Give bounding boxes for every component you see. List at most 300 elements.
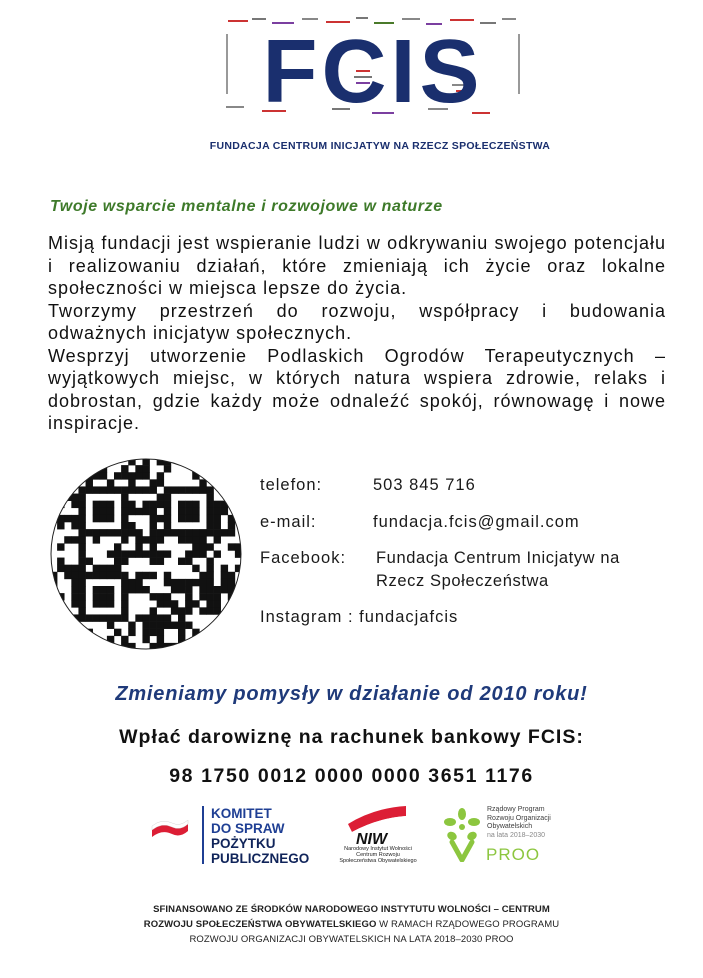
qr-module	[178, 529, 185, 536]
niw-logo	[344, 806, 410, 846]
qr-module	[235, 508, 242, 515]
qr-module	[114, 550, 121, 557]
qr-module	[78, 536, 85, 543]
qr-module	[164, 486, 171, 493]
qr-module	[150, 529, 157, 536]
qr-module	[228, 472, 235, 479]
qr-module	[121, 636, 128, 643]
qr-module	[121, 614, 128, 621]
qr-module	[142, 486, 149, 493]
qr-module	[206, 565, 213, 572]
qr-module	[214, 622, 221, 629]
qr-module	[206, 508, 213, 515]
qr-module	[157, 536, 164, 543]
qr-module	[199, 536, 206, 543]
qr-module	[64, 572, 71, 579]
qr-module	[206, 472, 213, 479]
qr-module	[121, 472, 128, 479]
qr-module	[86, 643, 93, 650]
qr-module	[192, 501, 199, 508]
mission-paragraph-3: Wesprzyj utworzenie Podlaskich Ogrodów Terapeutycznych – wyjątkowych miejsc, w których natura wspiera zdrowie, relaks i dobrostan, gdzie każdy może odnaleźć spokój, równowagę i nowe inspiracje.	[48, 345, 666, 433]
qr-module	[128, 486, 135, 493]
qr-module	[93, 593, 100, 600]
qr-module	[228, 607, 235, 614]
qr-module	[199, 550, 206, 557]
qr-module	[228, 629, 235, 636]
kpp-logo-text	[211, 806, 309, 866]
qr-module	[57, 565, 64, 572]
qr-module	[64, 636, 71, 643]
qr-module	[121, 515, 128, 522]
qr-module	[128, 643, 135, 650]
qr-module	[57, 614, 64, 621]
qr-module	[164, 529, 171, 536]
qr-module	[78, 579, 85, 586]
qr-module	[214, 515, 221, 522]
qr-module	[71, 522, 78, 529]
qr-module	[93, 486, 100, 493]
proo-line-1: Rządowy Program	[487, 806, 545, 813]
qr-module	[114, 472, 121, 479]
qr-module	[50, 607, 57, 614]
qr-module	[192, 486, 199, 493]
qr-module	[71, 629, 78, 636]
qr-module	[64, 465, 71, 472]
qr-module	[93, 536, 100, 543]
qr-module	[228, 543, 235, 550]
qr-module	[178, 558, 185, 565]
qr-module	[78, 558, 85, 565]
qr-module	[164, 600, 171, 607]
mission-paragraph-1: Misją fundacji jest wspieranie ludzi w odkrywaniu swojego potencjału i realizowaniu działań, które zmieniają ich życie oraz lokalne społeczności w miejsca lepsze do życia.	[48, 233, 666, 298]
qr-module	[135, 586, 142, 593]
qr-module	[157, 529, 164, 536]
qr-module	[128, 579, 135, 586]
qr-module	[100, 572, 107, 579]
qr-module	[206, 558, 213, 565]
qr-module	[228, 522, 235, 529]
qr-module	[114, 614, 121, 621]
qr-module	[78, 543, 85, 550]
qr-module	[214, 586, 221, 593]
qr-module	[71, 622, 78, 629]
qr-module	[214, 529, 221, 536]
qr-module	[121, 529, 128, 536]
qr-module	[135, 465, 142, 472]
qr-module	[185, 593, 192, 600]
qr-module	[157, 636, 164, 643]
qr-module	[107, 593, 114, 600]
qr-module	[214, 593, 221, 600]
qr-module	[206, 607, 213, 614]
qr-module	[86, 558, 93, 565]
qr-module	[142, 629, 149, 636]
qr-module	[64, 622, 71, 629]
qr-module	[235, 607, 242, 614]
qr-module	[128, 458, 135, 465]
qr-module	[121, 501, 128, 508]
qr-module	[192, 536, 199, 543]
qr-module	[128, 550, 135, 557]
qr-module	[121, 522, 128, 529]
qr-module	[121, 550, 128, 557]
qr-module	[71, 515, 78, 522]
qr-module	[142, 572, 149, 579]
qr-module	[135, 529, 142, 536]
qr-module	[78, 515, 85, 522]
qr-module	[192, 600, 199, 607]
qr-module	[135, 614, 142, 621]
qr-module	[171, 607, 178, 614]
qr-module	[93, 572, 100, 579]
qr-module	[57, 458, 64, 465]
qr-module	[114, 572, 121, 579]
qr-module	[114, 543, 121, 550]
qr-module	[107, 529, 114, 536]
qr-module	[214, 536, 221, 543]
qr-module	[185, 550, 192, 557]
qr-module	[235, 600, 242, 607]
qr-module	[192, 550, 199, 557]
qr-module	[57, 622, 64, 629]
qr-module	[185, 558, 192, 565]
proo-program-name	[487, 806, 551, 840]
qr-module	[164, 501, 171, 508]
qr-module	[185, 486, 192, 493]
qr-module	[235, 472, 242, 479]
qr-module	[228, 579, 235, 586]
qr-module	[93, 565, 100, 572]
qr-module	[50, 472, 57, 479]
qr-module	[185, 586, 192, 593]
qr-module	[150, 550, 157, 557]
qr-module	[157, 550, 164, 557]
qr-module	[221, 465, 228, 472]
qr-module	[50, 586, 57, 593]
qr-module	[157, 458, 164, 465]
qr-module	[178, 536, 185, 543]
qr-module	[121, 586, 128, 593]
qr-module	[178, 622, 185, 629]
facebook-name-line2[interactable]: Rzecz Społeczeństwa	[376, 572, 549, 590]
qr-module	[150, 572, 157, 579]
qr-module	[150, 522, 157, 529]
qr-module	[178, 643, 185, 650]
qr-module	[57, 522, 64, 529]
qr-module	[107, 643, 114, 650]
qr-module	[178, 508, 185, 515]
qr-module	[199, 586, 206, 593]
qr-module	[100, 593, 107, 600]
qr-module	[185, 579, 192, 586]
qr-module	[150, 629, 157, 636]
qr-module	[86, 529, 93, 536]
qr-module	[93, 529, 100, 536]
qr-module	[128, 586, 135, 593]
bank-account-number: 98 1750 0012 0000 0000 3651 1176	[169, 765, 534, 787]
qr-module	[121, 494, 128, 501]
qr-module	[142, 472, 149, 479]
qr-module	[78, 465, 85, 472]
qr-module	[78, 550, 85, 557]
kpp-line-1: KOMITET	[211, 806, 272, 821]
qr-module	[78, 486, 85, 493]
qr-module	[178, 486, 185, 493]
qr-module	[206, 522, 213, 529]
qr-module	[221, 579, 228, 586]
qr-module	[171, 622, 178, 629]
kpp-divider	[202, 806, 204, 864]
qr-module	[135, 486, 142, 493]
qr-module	[235, 586, 242, 593]
qr-module	[185, 607, 192, 614]
qr-module	[235, 593, 242, 600]
qr-module	[171, 600, 178, 607]
qr-module	[93, 614, 100, 621]
qr-module	[164, 572, 171, 579]
qr-module	[64, 472, 71, 479]
qr-module	[157, 629, 164, 636]
qr-module	[71, 614, 78, 621]
qr-module	[178, 614, 185, 621]
qr-module	[50, 600, 57, 607]
qr-module	[50, 629, 57, 636]
qr-module	[199, 543, 206, 550]
qr-module	[64, 515, 71, 522]
qr-module	[235, 629, 242, 636]
qr-module	[78, 586, 85, 593]
qr-module	[121, 465, 128, 472]
qr-module	[206, 494, 213, 501]
qr-module	[135, 579, 142, 586]
qr-module	[107, 550, 114, 557]
qr-module	[221, 629, 228, 636]
qr-module	[142, 501, 149, 508]
email-address[interactable]: fundacja.fcis@gmail.com	[373, 513, 580, 531]
qr-module	[157, 600, 164, 607]
qr-module	[206, 572, 213, 579]
proo-line-3: Obywatelskich	[487, 823, 533, 830]
qr-module	[157, 622, 164, 629]
qr-module	[57, 607, 64, 614]
fcis-logo-graphic	[222, 14, 524, 126]
qr-module	[128, 479, 135, 486]
qr-module	[57, 558, 64, 565]
donation-heading: Wpłać darowiznę na rachunek bankowy FCIS:	[119, 726, 584, 748]
qr-module	[150, 558, 157, 565]
qr-module	[93, 586, 100, 593]
qr-module	[142, 550, 149, 557]
qr-module	[199, 643, 206, 650]
qr-module	[107, 586, 114, 593]
qr-module	[71, 579, 78, 586]
polish-flag-icon	[150, 820, 190, 842]
qr-module	[178, 515, 185, 522]
qr-module	[78, 600, 85, 607]
qr-module	[64, 565, 71, 572]
qr-module	[100, 529, 107, 536]
qr-module	[206, 486, 213, 493]
qr-module	[206, 543, 213, 550]
qr-module	[107, 565, 114, 572]
qr-module	[107, 486, 114, 493]
qr-module	[100, 472, 107, 479]
qr-module	[164, 614, 171, 621]
qr-module	[135, 472, 142, 479]
qr-module	[206, 586, 213, 593]
qr-module	[142, 586, 149, 593]
qr-module	[199, 529, 206, 536]
qr-module	[121, 579, 128, 586]
qr-module	[164, 494, 171, 501]
qr-module	[157, 643, 164, 650]
kpp-line-2: DO SPRAW	[211, 821, 285, 836]
qr-module	[214, 501, 221, 508]
qr-module	[78, 501, 85, 508]
qr-module	[164, 522, 171, 529]
qr-module	[57, 479, 64, 486]
fcis-letters: FCIS	[262, 22, 484, 122]
qr-module	[214, 458, 221, 465]
qr-module	[164, 465, 171, 472]
qr-module	[192, 515, 199, 522]
qr-module	[171, 486, 178, 493]
qr-module	[78, 643, 85, 650]
phone-number[interactable]: 503 845 716	[373, 476, 476, 494]
qr-module	[78, 629, 85, 636]
qr-module	[178, 586, 185, 593]
qr-module	[142, 536, 149, 543]
qr-module	[57, 494, 64, 501]
qr-module	[150, 543, 157, 550]
qr-module	[93, 643, 100, 650]
kpp-line-4: PUBLICZNEGO	[211, 851, 310, 866]
qr-module	[93, 508, 100, 515]
qr-module	[199, 579, 206, 586]
qr-module	[78, 607, 85, 614]
qr-module	[142, 636, 149, 643]
qr-module	[114, 486, 121, 493]
qr-module	[214, 508, 221, 515]
qr-module	[114, 529, 121, 536]
qr-module	[228, 636, 235, 643]
qr-module	[164, 579, 171, 586]
qr-module	[206, 593, 213, 600]
qr-module	[192, 565, 199, 572]
qr-module	[100, 565, 107, 572]
proo-flower-icon	[440, 806, 484, 862]
qr-module	[228, 458, 235, 465]
qr-module	[157, 515, 164, 522]
qr-module	[192, 458, 199, 465]
qr-module	[107, 572, 114, 579]
qr-module	[150, 536, 157, 543]
instagram-handle[interactable]: Instagram : fundacjafcis	[260, 608, 459, 626]
qr-module	[228, 479, 235, 486]
qr-module	[157, 479, 164, 486]
fcis-logo	[222, 14, 524, 126]
qr-module	[150, 614, 157, 621]
qr-module	[221, 614, 228, 621]
funding-footer	[0, 902, 703, 947]
qr-module	[185, 536, 192, 543]
qr-module	[121, 607, 128, 614]
qr-module	[206, 643, 213, 650]
qr-module	[214, 600, 221, 607]
qr-module	[228, 572, 235, 579]
qr-module	[221, 586, 228, 593]
qr-module	[192, 579, 199, 586]
qr-module	[121, 593, 128, 600]
qr-module	[150, 486, 157, 493]
qr-module	[128, 508, 135, 515]
qr-module	[107, 614, 114, 621]
qr-module	[206, 465, 213, 472]
qr-module	[64, 629, 71, 636]
qr-module	[128, 629, 135, 636]
niw-letters: NIW	[356, 831, 388, 846]
qr-module	[178, 579, 185, 586]
qr-module	[86, 572, 93, 579]
qr-module	[86, 486, 93, 493]
qr-code[interactable]	[50, 458, 242, 650]
qr-module	[171, 579, 178, 586]
qr-module	[228, 643, 235, 650]
qr-module	[199, 593, 206, 600]
qr-module	[114, 629, 121, 636]
qr-module	[57, 629, 64, 636]
facebook-name-line1[interactable]: Fundacja Centrum Inicjatyw na	[376, 549, 620, 567]
qr-module	[100, 501, 107, 508]
proo-line-4: na lata 2018–2030	[487, 831, 545, 839]
qr-module	[235, 515, 242, 522]
qr-module	[71, 565, 78, 572]
qr-module	[221, 572, 228, 579]
qr-module	[135, 550, 142, 557]
qr-module	[71, 572, 78, 579]
qr-module	[128, 501, 135, 508]
qr-module	[150, 501, 157, 508]
qr-module	[178, 629, 185, 636]
qr-module	[142, 622, 149, 629]
niw-name-line1: Narodowy Instytut Wolności	[344, 846, 412, 852]
qr-module	[50, 486, 57, 493]
footer-line-2a: ROZWOJU SPOŁECZEŃSTWA OBYWATELSKIEGO	[143, 919, 377, 930]
qr-module	[199, 572, 206, 579]
qr-module	[221, 508, 228, 515]
qr-module	[150, 607, 157, 614]
qr-module	[221, 479, 228, 486]
qr-module	[235, 614, 242, 621]
qr-module	[150, 622, 157, 629]
qr-module	[64, 536, 71, 543]
qr-module	[164, 515, 171, 522]
footer-line-3: ROZWOJU ORGANIZACJI OBYWATELSKICH NA LATA 2018–2030 PROO	[189, 934, 514, 945]
qr-module	[199, 458, 206, 465]
qr-module	[93, 600, 100, 607]
qr-module	[121, 558, 128, 565]
qr-module	[192, 529, 199, 536]
qr-module	[57, 472, 64, 479]
qr-module	[71, 600, 78, 607]
qr-module	[192, 543, 199, 550]
qr-module	[50, 593, 57, 600]
qr-module	[78, 529, 85, 536]
qr-module	[78, 614, 85, 621]
qr-module	[78, 472, 85, 479]
qr-module	[71, 536, 78, 543]
qr-module	[142, 614, 149, 621]
